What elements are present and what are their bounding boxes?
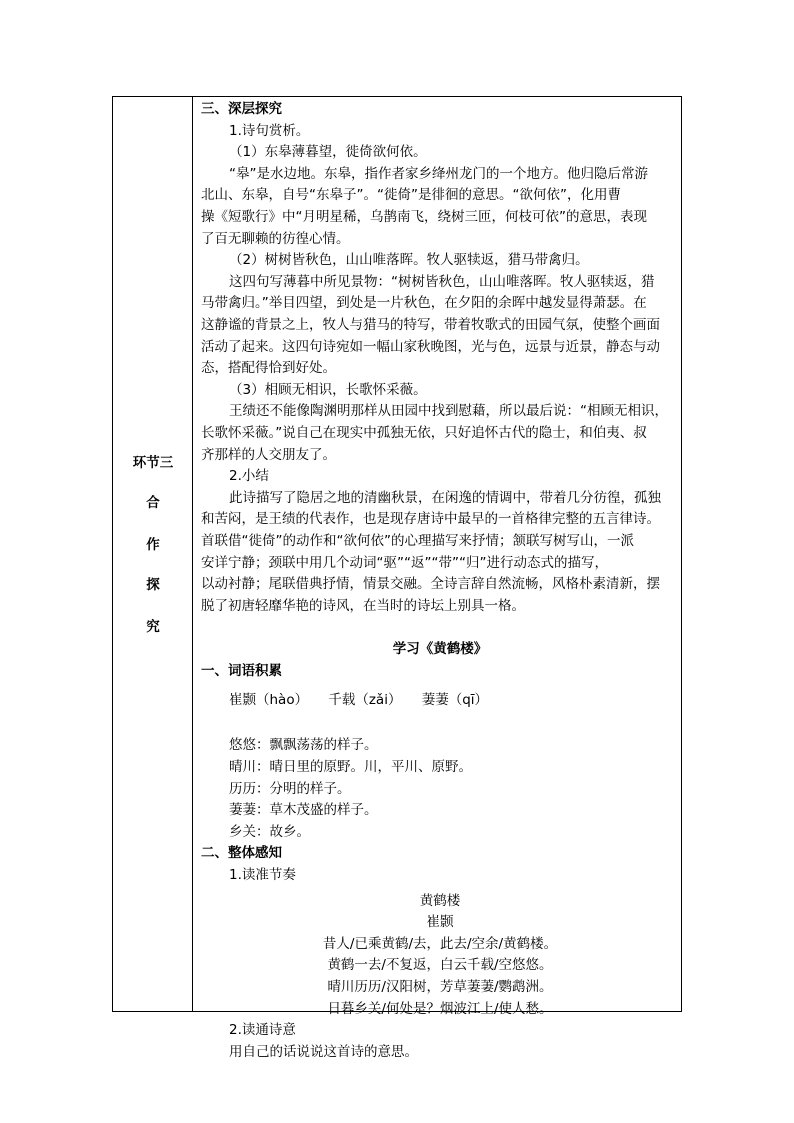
text-line: 操《短歌行》中“月明星稀，乌鹊南飞，绕树三匝，何枝可依”的意思，表现: [201, 209, 647, 225]
text-line: 王绩还不能像陶渊明那样从田园中找到慰藉，所以最后说：“相顾无相识，: [229, 403, 668, 420]
text-line: 马带禽归。”举目四望，到处是一片秋色，在夕阳的余晖中越发显得萧瑟。在: [201, 295, 647, 312]
text-line: “皋”是水边地。东皋，指作者家乡绛州龙门的一个地方。他归隐后常游: [229, 165, 648, 182]
text-line: 2.读通诗意: [229, 1022, 296, 1039]
text-line: 1.诗句赏析。: [229, 122, 310, 139]
text-line: 悠悠：飘飘荡荡的样子。: [229, 737, 378, 754]
text-line: 和苦闷，是王绩的代表作，也是现存唐诗中最早的一首格律完整的五言律诗。: [201, 511, 660, 528]
text-line: 首联借“徙倚”的动作和“欲何依”的心理描写来抒情；颔联写树写山，一派: [201, 533, 634, 549]
text-line: 长歌怀采薇。”说自己在现实中孤独无依，只好追怀古代的隐士，和伯夷、叔: [201, 425, 647, 441]
text-line: 晴川：晴日里的原野。川，平川、原野。: [229, 759, 472, 775]
text-line: （2）树树皆秋色，山山唯落晖。牧人驱犊返，猎马带禽归。: [229, 252, 589, 269]
text-line: 了百无聊赖的彷徨心情。: [201, 230, 350, 247]
text-line: 日暮乡关/何处是？烟波江上/使人愁。: [327, 1000, 553, 1017]
section-label-char: 合: [146, 495, 160, 511]
text-line: （1）东皋薄暮望，徙倚欲何依。: [229, 144, 427, 161]
text-line: 1.读准节奏: [229, 867, 296, 883]
text-line: 黄鹤楼: [419, 892, 461, 909]
text-line: 这四句写薄暮中所见景物：“树树皆秋色，山山唯落晖。牧人驱犊返，猎: [229, 273, 655, 290]
section-heading: 三、深层探究: [201, 101, 282, 117]
text-line: 脱了初唐轻靡华艳的诗风，在当时的诗坛上别具一格。: [201, 597, 525, 614]
text-line: 此诗描写了隐居之地的清幽秋景，在闲逸的情调中，带着几分彷徨，孤独: [229, 489, 661, 506]
text-line: 晴川历历/汉阳树，芳草萋萋/鹦鹉洲。: [327, 979, 553, 995]
lesson-table: [112, 96, 682, 1060]
text-line: 崔颢（hào） 千载（zǎi） 萋萋（qī）: [229, 692, 489, 709]
text-line: 萋萋：草木茂盛的样子。: [229, 802, 378, 819]
text-line: 昔人/已乘黄鹤/去，此去/空余/黄鹤楼。: [322, 935, 558, 952]
text-line: 黄鹤一去/不复返，白云千载/空悠悠。: [327, 957, 553, 974]
text-line: 安详宁静；颈联中用几个动词“驱”“返”“带”“归”进行动态式的描写，: [201, 554, 608, 571]
text-line: 2.小结: [229, 468, 269, 485]
text-line: 活动了起来。这四句诗宛如一幅山家秋晚图，光与色，远景与近景，静态与动: [201, 338, 660, 355]
text-line: 态，搭配得恰到好处。: [201, 360, 336, 377]
text-line: 崔颢: [426, 914, 454, 931]
text-line: 历历：分明的样子。: [229, 780, 351, 797]
section-heading: 一、词语积累: [201, 662, 282, 679]
text-line: 这静谧的背景之上，牧人与猎马的特写，带着牧歌式的田园气氛，使整个画面: [201, 317, 660, 333]
section-label-char: 环节三: [132, 455, 174, 471]
text-line: （3）相顾无相识，长歌怀采薇。: [229, 381, 427, 398]
section-label-char: 探: [146, 577, 160, 593]
text-line: 齐那样的人交朋友了。: [201, 446, 336, 463]
section-heading: 学习《黄鹤楼》: [392, 641, 488, 657]
section-label-char: 作: [146, 537, 160, 553]
text-line: 用自己的话说说这首诗的意思。: [229, 1043, 418, 1060]
text-line: 北山、东皋，自号“东皋子”。“徙倚”是徘徊的意思。“欲何依”，化用曹: [201, 187, 621, 204]
text-line: 以动衬静；尾联借典抒情，情景交融。全诗言辞自然流畅，风格朴素清新，摆: [201, 576, 660, 593]
section-label-char: 究: [146, 619, 160, 635]
section-label-cell: [113, 97, 193, 1011]
text-line: 乡关：故乡。: [229, 823, 310, 840]
section-heading: 二、整体感知: [201, 845, 282, 862]
